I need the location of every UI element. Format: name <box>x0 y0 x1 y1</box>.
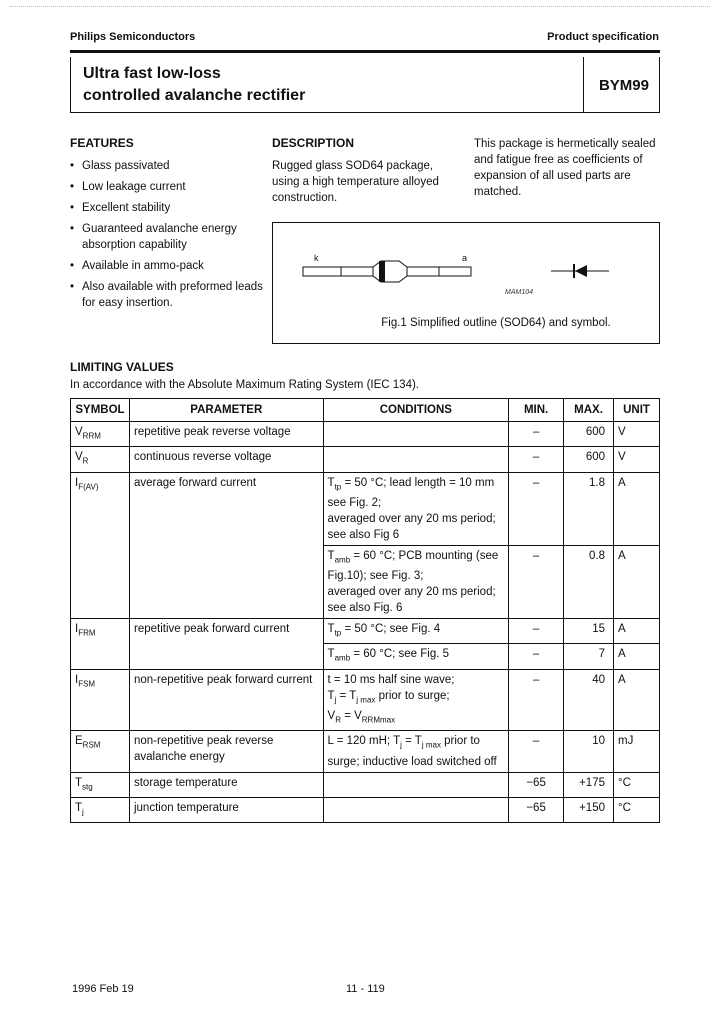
label-k: k <box>314 253 319 263</box>
max-cell: +150 <box>564 797 614 822</box>
max-cell: 10 <box>564 731 614 772</box>
figure-1 <box>272 222 660 344</box>
max-cell: +175 <box>564 772 614 797</box>
symbol-cell: $T_{stg}$ <box>71 772 130 797</box>
diode-triangle <box>575 265 587 277</box>
parameter-cell: repetitive peak reverse voltage <box>129 422 323 447</box>
feature-item: • Glass passivated <box>70 158 270 174</box>
symbol-cell: $I_{F(AV)}$ <box>71 472 130 619</box>
title-block <box>70 57 660 113</box>
min-cell: – <box>509 422 564 447</box>
limiting-values-subtitle: In accordance with the Absolute Maximum Rating System (IEC 134). <box>70 379 419 391</box>
max-cell: 0.8 <box>564 545 614 618</box>
company-name: Philips Semiconductors <box>70 31 196 43</box>
min-cell: – <box>509 619 564 644</box>
glass-body <box>373 261 407 282</box>
header-rule <box>70 50 660 53</box>
table-row <box>71 669 660 731</box>
lead-k <box>303 267 341 276</box>
symbol-cell: $T_j$ <box>71 797 130 822</box>
table-row <box>71 772 660 797</box>
parameter-cell: non-repetitive peak forward current <box>129 669 323 731</box>
unit-cell: A <box>614 619 660 644</box>
max-cell: 600 <box>564 447 614 472</box>
cathode-band <box>379 261 385 282</box>
lead-a <box>439 267 471 276</box>
col-parameter: PARAMETER <box>129 399 323 422</box>
conditions-cell <box>323 797 509 822</box>
conditions-cell: $T_{amb} = 60$ °C; see Fig. 5 <box>323 644 509 669</box>
limiting-values-table <box>70 398 660 823</box>
footer-date: 1996 Feb 19 <box>72 983 134 995</box>
unit-cell: V <box>614 447 660 472</box>
title-line-2: controlled avalanche rectifier <box>83 87 306 104</box>
max-cell: 7 <box>564 644 614 669</box>
conditions-cell: L = 120 mH; $T_j = T_{j max}$ prior to surge; inductive load switched off <box>323 731 509 772</box>
features-heading: FEATURES <box>70 136 134 150</box>
symbol-cell: $I_{FSM}$ <box>71 669 130 731</box>
conditions-cell <box>323 772 509 797</box>
feature-item: • Available in ammo-pack <box>70 258 270 274</box>
footer-page-number: 11 - 119 <box>346 983 385 995</box>
product-title <box>83 63 383 107</box>
conditions-cell: $T_{amb} = 60$ °C; PCB mounting (see Fig.10); see Fig. 3; averaged over any 20 ms period; see also Fig. 6 <box>323 545 509 618</box>
description-heading: DESCRIPTION <box>272 136 355 150</box>
max-cell: 40 <box>564 669 614 731</box>
conditions-cell <box>323 447 509 472</box>
conditions-cell: $T_{tp} = 50$ °C; lead length = 10 mm see Fig. 2; averaged over any 20 ms period; see also Fig 6 <box>323 472 509 545</box>
col-min: MIN. <box>509 399 564 422</box>
col-unit: UNIT <box>614 399 660 422</box>
symbol-cell: $V_{RRM}$ <box>71 422 130 447</box>
col-symbol: SYMBOL <box>71 399 130 422</box>
min-cell: – <box>509 731 564 772</box>
label-a: a <box>462 253 468 263</box>
part-number: BYM99 <box>598 77 649 94</box>
min-cell: – <box>509 472 564 545</box>
parameter-cell: junction temperature <box>129 797 323 822</box>
figure-code: MAM104 <box>505 289 534 296</box>
max-cell: 1.8 <box>564 472 614 545</box>
feature-item: • Low leakage current <box>70 179 270 195</box>
table-row <box>71 731 660 772</box>
package-text: This package is hermetically sealed and fatigue free as coefficients of expansion of all used parts are matched. <box>474 138 656 198</box>
title-separator <box>583 57 584 112</box>
unit-cell: A <box>614 472 660 545</box>
min-cell: – <box>509 545 564 618</box>
parameter-cell: storage temperature <box>129 772 323 797</box>
lead-k-inner <box>341 267 373 276</box>
figure-caption: Fig.1 Simplified outline (SOD64) and symbol. <box>381 317 611 329</box>
unit-cell: °C <box>614 797 660 822</box>
scan-dotted-edge <box>10 6 710 7</box>
min-cell: −65 <box>509 797 564 822</box>
feature-item: • Also available with preformed leads for easy insertion. <box>70 279 270 311</box>
lead-a-inner <box>407 267 439 276</box>
table-row <box>71 797 660 822</box>
unit-cell: °C <box>614 772 660 797</box>
unit-cell: mJ <box>614 731 660 772</box>
description-text: Rugged glass SOD64 package, using a high temperature alloyed construction. <box>272 160 439 204</box>
features-list <box>70 158 270 316</box>
title-line-1: Ultra fast low-loss <box>83 65 221 82</box>
table-row <box>71 619 660 644</box>
limiting-values-heading: LIMITING VALUES <box>70 360 174 374</box>
col-max: MAX. <box>564 399 614 422</box>
max-cell: 15 <box>564 619 614 644</box>
table-header-row <box>71 399 660 422</box>
conditions-cell: t = 10 ms half sine wave; $T_j = T_{j max}$ prior to surge; $V_R = V_{RRMmax}$ <box>323 669 509 731</box>
table-row <box>71 447 660 472</box>
symbol-cell: $E_{RSM}$ <box>71 731 130 772</box>
feature-item: • Excellent stability <box>70 200 270 216</box>
min-cell: – <box>509 644 564 669</box>
parameter-cell: average forward current <box>129 472 323 619</box>
min-cell: – <box>509 669 564 731</box>
col-conditions: CONDITIONS <box>323 399 509 422</box>
doc-type: Product specification <box>547 31 659 43</box>
unit-cell: A <box>614 545 660 618</box>
table-row <box>71 472 660 545</box>
table-row <box>71 422 660 447</box>
min-cell: −65 <box>509 772 564 797</box>
parameter-cell: repetitive peak forward current <box>129 619 323 670</box>
parameter-cell: continuous reverse voltage <box>129 447 323 472</box>
unit-cell: A <box>614 644 660 669</box>
max-cell: 600 <box>564 422 614 447</box>
unit-cell: A <box>614 669 660 731</box>
conditions-cell: $T_{tp} = 50$ °C; see Fig. 4 <box>323 619 509 644</box>
unit-cell: V <box>614 422 660 447</box>
conditions-cell <box>323 422 509 447</box>
symbol-cell: $I_{FRM}$ <box>71 619 130 670</box>
feature-item: • Guaranteed avalanche energy absorption capability <box>70 221 270 253</box>
min-cell: – <box>509 447 564 472</box>
parameter-cell: non-repetitive peak reverse avalanche energy <box>129 731 323 772</box>
symbol-cell: $V_R$ <box>71 447 130 472</box>
